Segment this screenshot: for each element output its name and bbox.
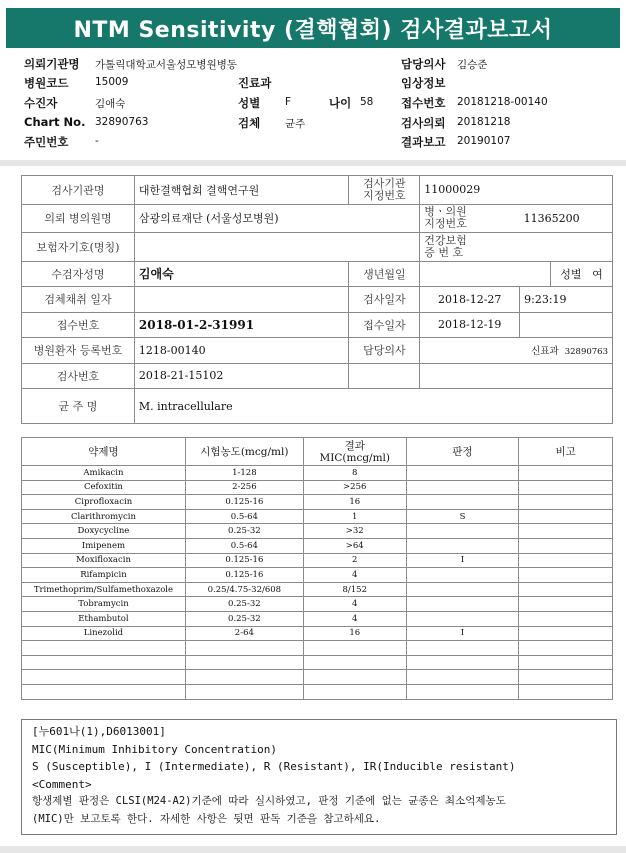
sex-value: 여 [592, 267, 603, 281]
remark-cell [519, 480, 613, 495]
note-line: 항생제별 판정은 CLSI(M24-A2)기준에 따라 실시하였고, 판정 기준에 없는 균종은 최소억제농도 [32, 795, 506, 807]
judgement-cell [406, 611, 519, 626]
footer-bar [0, 846, 626, 853]
drug-name-cell: Rifampicin [22, 568, 186, 583]
test-conc-cell [185, 655, 303, 670]
header-divider [0, 160, 626, 166]
col-mic: 결과 MIC(mcg/ml) [303, 438, 406, 466]
specimen-label: 검체 [238, 116, 261, 130]
judgement-cell: S [406, 509, 519, 524]
dept-label: 진료과 [238, 76, 272, 90]
table-row [22, 524, 613, 539]
table-row [22, 582, 613, 597]
table-row [22, 495, 613, 510]
reg-no-value: 1218-00140 [134, 338, 349, 364]
organism-value: M. intracellulare [134, 389, 612, 424]
accession-label: 접수번호 [401, 96, 446, 110]
dept-value: 신표과 [531, 346, 559, 358]
test-conc-cell: 0.25-32 [185, 597, 303, 612]
test-date-value: 2018-12-27 [420, 287, 520, 313]
remark-cell [519, 524, 613, 539]
accept-date-label: 접수일자 [349, 312, 420, 338]
test-conc-cell: 0.25/4.75-32/608 [185, 582, 303, 597]
hosp-code-value: 15009 [95, 76, 129, 88]
drug-name-cell [22, 670, 186, 685]
mic-result-cell: 16 [303, 495, 406, 510]
judgement-cell [406, 538, 519, 553]
drug-name-cell: Amikacin [22, 466, 186, 481]
col-conc: 시험농도(mcg/ml) [185, 438, 303, 466]
judgement-cell: I [406, 626, 519, 641]
test-conc-cell: 0.25-32 [185, 524, 303, 539]
chart-value: 32890763 [95, 116, 149, 128]
drug-rows [22, 466, 613, 700]
remark-cell [519, 611, 613, 626]
test-conc-cell: 0.5-64 [185, 538, 303, 553]
test-conc-cell [185, 684, 303, 699]
note-line: MIC(Minimum Inhibitory Concentration) [32, 742, 278, 756]
mic-result-cell: 8/152 [303, 582, 406, 597]
doctor-value: 김승준 [457, 59, 488, 71]
table-row [22, 553, 613, 568]
health-no-value [520, 233, 613, 262]
accept-date-blank [520, 312, 613, 338]
org-value: 대한결핵협회 결핵연구원 [134, 176, 349, 205]
specimen-value: 균주 [285, 118, 306, 130]
patient-value: 김애숙 [134, 261, 349, 287]
remark-cell [519, 670, 613, 685]
remark-cell [519, 495, 613, 510]
judgement-cell [406, 655, 519, 670]
mic-result-cell: 4 [303, 568, 406, 583]
table-row [22, 611, 613, 626]
drug-name-cell: Imipenem [22, 538, 186, 553]
accept-date-value: 2018-12-19 [420, 312, 520, 338]
drug-name-cell: Ethambutol [22, 611, 186, 626]
patient-label: 수검자성명 [22, 261, 135, 287]
test-conc-cell: 0.125-16 [185, 495, 303, 510]
judgement-cell [406, 670, 519, 685]
hosp-code-label: 병원코드 [24, 76, 69, 90]
accession-label: 접수번호 [22, 312, 135, 338]
report-title: NTM Sensitivity (결핵협회) 검사결과보고서 [6, 8, 620, 48]
clinic-no-value: 11365200 [520, 204, 613, 233]
drug-name-cell [22, 684, 186, 699]
judgement-cell [406, 684, 519, 699]
receiver-label: 수진자 [24, 96, 58, 110]
mic-result-cell: 4 [303, 611, 406, 626]
remark-cell [519, 568, 613, 583]
clinic-no-label: 병ㆍ의원 지정번호 [420, 204, 520, 233]
chart-label: Chart No. [24, 115, 86, 129]
mic-result-cell [303, 684, 406, 699]
drug-name-cell: Linezolid [22, 626, 186, 641]
drug-name-cell: Doxycycline [22, 524, 186, 539]
remark-cell [519, 684, 613, 699]
sex-value: F [285, 96, 292, 108]
mic-result-cell: >64 [303, 538, 406, 553]
clinical-label: 임상정보 [401, 76, 446, 90]
test-conc-cell: 2-64 [185, 626, 303, 641]
sex-label: 성별 [560, 267, 582, 281]
report-header [0, 50, 626, 163]
col-drug: 약제명 [22, 438, 186, 466]
test-no-blank-1 [349, 363, 420, 389]
test-time-value: 9:23:19 [520, 287, 613, 313]
test-conc-cell: 0.125-16 [185, 553, 303, 568]
rrn-label: 주민번호 [24, 135, 69, 149]
remark-cell [519, 626, 613, 641]
hospital-value: 가톨릭대학교서울성모병원병동 [95, 59, 238, 71]
drug-name-cell: Clarithromycin [22, 509, 186, 524]
req-org-value: 삼광의료재단 (서울성모병원) [134, 204, 419, 233]
receiver-value: 김애숙 [95, 98, 126, 110]
reg-no-label: 병원환자 등록번호 [22, 338, 135, 364]
report-date-value: 20190107 [457, 135, 511, 147]
test-conc-cell: 0.5-64 [185, 509, 303, 524]
remark-cell [519, 582, 613, 597]
req-org-label: 의뢰 병의원명 [22, 204, 135, 233]
judgement-cell [406, 480, 519, 495]
remark-cell [519, 641, 613, 656]
drug-name-cell: Cefoxitin [22, 480, 186, 495]
accession-value: 20181218-00140 [457, 96, 548, 108]
doctor-cell [420, 338, 613, 364]
table-row [22, 684, 613, 699]
mic-result-cell: >32 [303, 524, 406, 539]
mic-result-cell [303, 641, 406, 656]
judgement-cell [406, 495, 519, 510]
drug-name-cell: Trimethoprim/Sulfamethoxazole [22, 582, 186, 597]
request-value: 20181218 [457, 116, 511, 128]
mic-result-cell: >256 [303, 480, 406, 495]
mic-result-cell [303, 655, 406, 670]
table-row [22, 538, 613, 553]
judgement-cell [406, 582, 519, 597]
judgement-cell [406, 466, 519, 481]
remark-cell [519, 466, 613, 481]
remark-cell [519, 509, 613, 524]
test-no-label: 검사번호 [22, 363, 135, 389]
judgement-cell [406, 641, 519, 656]
request-label: 검사의뢰 [401, 116, 446, 130]
note-line: (MIC)만 보고토록 한다. 자세한 사항은 뒷면 판독 기준을 참고하세요. [32, 812, 381, 825]
collect-value [134, 287, 349, 313]
table-row [22, 626, 613, 641]
test-no-value: 2018-21-15102 [134, 363, 349, 389]
judgement-cell [406, 597, 519, 612]
test-conc-cell: 1-128 [185, 466, 303, 481]
table-row [22, 509, 613, 524]
accession-value: 2018-01-2-31991 [134, 312, 349, 338]
insurer-label: 보험자기호(명칭) [22, 233, 135, 262]
org-no-label: 검사기관 지정번호 [349, 176, 420, 205]
organism-label: 균 주 명 [22, 389, 135, 424]
table-row [22, 466, 613, 481]
note-line: [누601나(1),D6013001] [32, 725, 166, 738]
test-conc-cell: 2-256 [185, 480, 303, 495]
test-conc-cell: 0.25-32 [185, 611, 303, 626]
age-label: 나이 [329, 96, 352, 110]
collect-label: 검체채취 일자 [22, 287, 135, 313]
drug-name-cell [22, 641, 186, 656]
remark-cell [519, 597, 613, 612]
table-row [22, 568, 613, 583]
note-line: S (Susceptible), I (Intermediate), R (Resistant), IR(Inducible resistant) [32, 760, 516, 773]
mic-result-cell [303, 670, 406, 685]
judgement-cell: I [406, 553, 519, 568]
mic-result-cell: 2 [303, 553, 406, 568]
sex-cell [551, 261, 613, 287]
insurer-value [134, 233, 419, 262]
specimen-info-table [21, 175, 613, 424]
remark-cell [519, 538, 613, 553]
mic-result-cell: 1 [303, 509, 406, 524]
table-row [22, 597, 613, 612]
test-date-label: 검사일자 [349, 287, 420, 313]
rrn-value: - [95, 135, 99, 147]
drug-name-cell: Moxifloxacin [22, 553, 186, 568]
drug-name-cell [22, 655, 186, 670]
notes-box [21, 719, 617, 835]
chart-value: 32890763 [564, 347, 608, 358]
judgement-cell [406, 524, 519, 539]
col-judge: 판정 [406, 438, 519, 466]
remark-cell [519, 655, 613, 670]
table-row [22, 655, 613, 670]
drug-name-cell: Ciprofloxacin [22, 495, 186, 510]
test-no-blank-2 [420, 363, 613, 389]
test-conc-cell: 0.125-16 [185, 568, 303, 583]
note-line: <Comment> [32, 777, 92, 791]
age-value: 58 [360, 96, 374, 108]
test-conc-cell [185, 670, 303, 685]
sex-label: 성별 [238, 96, 261, 110]
doctor-label: 담당의사 [401, 57, 446, 71]
drug-name-cell: Tobramycin [22, 597, 186, 612]
col-note: 비고 [519, 438, 613, 466]
report-date-label: 결과보고 [401, 135, 446, 149]
doctor-label: 담당의사 [349, 338, 420, 364]
org-label: 검사기관명 [22, 176, 135, 205]
table-row [22, 641, 613, 656]
drug-susceptibility-table [21, 437, 613, 700]
org-no-value: 11000029 [420, 176, 613, 205]
birth-label: 생년월일 [349, 261, 420, 287]
test-conc-cell [185, 641, 303, 656]
health-no-label: 건강보험 증 번 호 [420, 233, 520, 262]
mic-result-cell: 16 [303, 626, 406, 641]
hospital-label: 의뢰기관명 [24, 57, 80, 71]
table-row [22, 670, 613, 685]
remark-cell [519, 553, 613, 568]
mic-result-cell: 8 [303, 466, 406, 481]
mic-result-cell: 4 [303, 597, 406, 612]
birth-value [420, 261, 551, 287]
table-row [22, 480, 613, 495]
judgement-cell [406, 568, 519, 583]
